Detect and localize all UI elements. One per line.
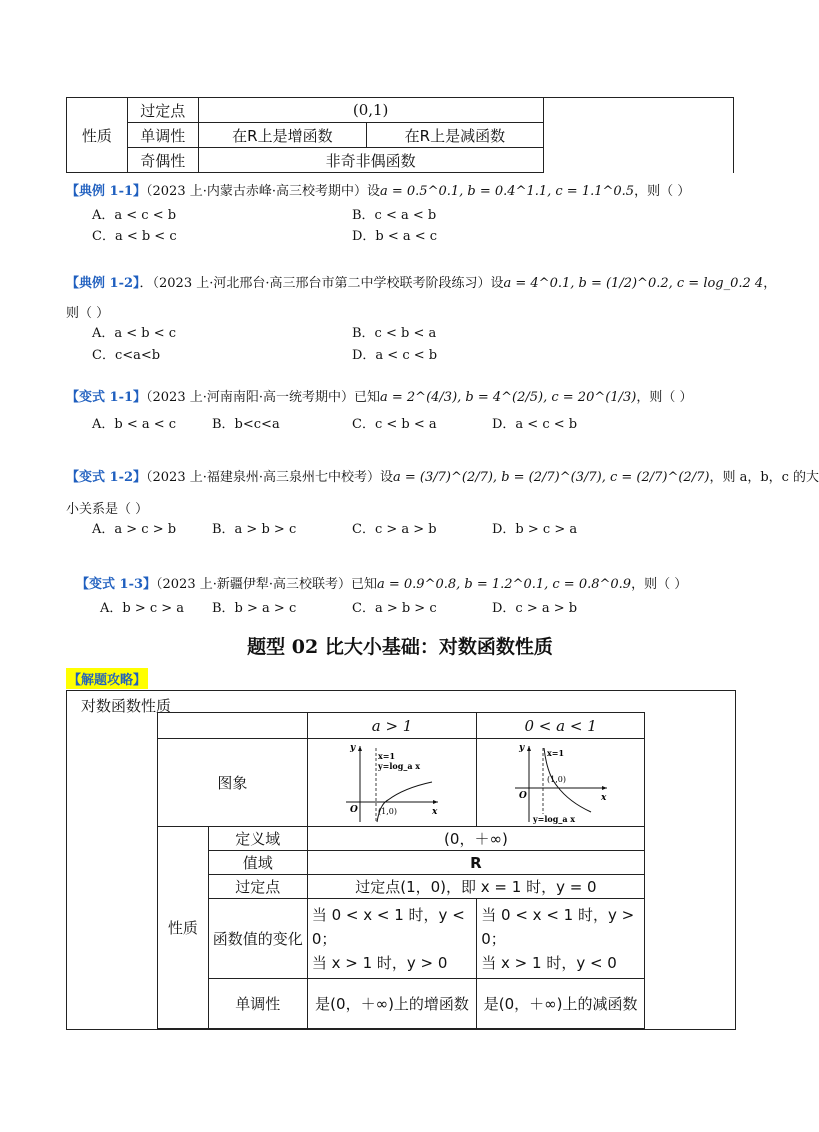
row-name-monotonic: 单调性 [127, 123, 198, 148]
row-name-monotonic: 单调性 [208, 979, 307, 1029]
fixed-point-value: (0,1) [198, 98, 543, 123]
option-a[interactable]: A．b > c > a [100, 601, 185, 616]
row-name-range: 值域 [208, 851, 307, 875]
origin-label: O [350, 804, 358, 815]
value-change-increasing [307, 899, 476, 979]
option-b[interactable]: B．c < b < a [352, 326, 437, 341]
option-d[interactable]: D．c > a > b [492, 601, 578, 616]
question-variant-1-2 [66, 466, 819, 485]
option-d[interactable]: D．a < c < b [492, 417, 578, 432]
value-change-line: 当 0 < x < 1 时，y > [481, 905, 635, 924]
option-b[interactable]: B．b > a > c [212, 601, 297, 616]
question-1-1 [66, 180, 690, 199]
row-name-domain: 定义域 [208, 827, 307, 851]
option-c[interactable]: C．a > b > c [352, 601, 437, 616]
domain-value: (0，＋∞) [307, 827, 644, 851]
range-value: R [307, 851, 644, 875]
graph-decreasing [477, 739, 645, 827]
question-expr: a = 0.5^0.1, b = 0.4^1.1, c = 1.1^0.5 [380, 184, 635, 199]
question-tag: 【变式 1-1】 [66, 390, 147, 405]
question-source: ．（2023 上·河北邢台·高三邢台市第二中学校联考阶段练习）设 [139, 276, 504, 291]
option-c[interactable]: C．a < b < c [92, 229, 177, 244]
value-change-line: 当 0 < x < 1 时，y < 0； [311, 905, 465, 948]
question-tag: 【典例 1-1】 [66, 184, 147, 199]
option-b[interactable]: B．b<c<a [212, 417, 280, 432]
exp-property-table [66, 97, 734, 173]
monotonic-decreasing: 在R上是减函数 [367, 123, 543, 148]
fixed-point-value: 过定点(1，0)，即 x = 1 时，y = 0 [307, 875, 644, 899]
row-name-fixed-point: 过定点 [127, 98, 198, 123]
option-c[interactable]: C．c > a > b [352, 522, 437, 537]
option-a[interactable]: A．b < a < c [92, 417, 177, 432]
value-change-line: 0； [481, 929, 506, 948]
row-name-value-change: 函数值的变化 [208, 899, 307, 979]
header-a-between-0-1: 0 < a < 1 [477, 713, 645, 739]
question-source: （2023 上·河南南阳·高一统考期中）已知 [146, 390, 380, 405]
log-graph-decreasing [511, 742, 611, 824]
option-a[interactable]: A．a < c < b [92, 208, 177, 223]
option-b[interactable]: B．a > b > c [212, 522, 297, 537]
question-tag: 【变式 1-3】 [76, 577, 157, 592]
question-line2: 小关系是（ ） [66, 502, 149, 517]
question-expr: a = 0.9^0.8, b = 1.2^0.1, c = 0.8^0.9 [377, 577, 632, 592]
question-line2: 则（ ） [66, 306, 110, 321]
box-title: 对数函数性质 [81, 697, 172, 715]
x-axis-label: x [600, 792, 606, 803]
question-expr: a = 4^0.1, b = (1/2)^0.2, c = log_0.2 4 [503, 276, 764, 291]
option-d[interactable]: D．b < a < c [352, 229, 438, 244]
question-source: （2023 上·福建泉州·高三泉州七中校考）设 [146, 470, 393, 485]
question-suffix: ， [763, 276, 777, 291]
option-c[interactable]: C．c<a<b [92, 348, 161, 363]
question-source: （2023 上·新疆伊犁·高三校联考）已知 [156, 577, 377, 592]
question-suffix: ，则（ ） [634, 184, 691, 199]
log-property-table [157, 712, 645, 1029]
value-change-line: 当 x > 1 时，y > 0 [311, 953, 448, 972]
image-label: 图象 [158, 739, 308, 827]
question-suffix: ，则 a，b，c 的大 [709, 470, 819, 485]
monotonic-increasing: 是(0，＋∞)上的增函数 [307, 979, 476, 1029]
question-expr: a = 2^(4/3), b = 4^(2/5), c = 20^(1/3) [380, 390, 637, 405]
question-variant-1-3 [76, 573, 687, 592]
value-change-decreasing [477, 899, 645, 979]
question-tag: 【变式 1-2】 [66, 470, 147, 485]
section-heading: 题型 02 比大小基础：对数函数性质 [247, 636, 553, 658]
question-1-2 [66, 272, 776, 291]
log-property-label: 性质 [158, 827, 209, 1029]
option-b[interactable]: B．c < a < b [352, 208, 437, 223]
curve-label: y=log_a x [378, 760, 421, 771]
question-tag: 【典例 1-2】 [66, 276, 140, 291]
value-change-line: 当 x > 1 时，y < 0 [481, 953, 617, 972]
line-label: x=1 [546, 747, 564, 758]
question-suffix: ，则（ ） [636, 390, 693, 405]
point-label: (1,0) [546, 774, 566, 784]
origin-label: O [518, 790, 527, 801]
option-d[interactable]: D．a < c < b [352, 348, 438, 363]
log-property-box [66, 690, 736, 1030]
line-label: x=1 [378, 750, 396, 761]
log-graph-increasing [342, 742, 442, 824]
option-a[interactable]: A．a < b < c [92, 326, 177, 341]
y-axis-label: y [350, 742, 356, 753]
question-variant-1-1 [66, 386, 692, 405]
x-axis-label: x [432, 806, 438, 817]
y-axis-label: y [518, 742, 524, 753]
question-expr: a = (3/7)^(2/7), b = (2/7)^(3/7), c = (2/7)^(2/7) [393, 470, 710, 485]
curve-label: y=log_a x [532, 813, 575, 824]
row-name-fixed-point: 过定点 [208, 875, 307, 899]
point-label: (1,0) [378, 806, 398, 816]
property-label: 性质 [67, 98, 128, 173]
question-suffix: ，则（ ） [631, 577, 688, 592]
row-name-parity: 奇偶性 [127, 148, 198, 173]
monotonic-increasing: 在R上是增函数 [198, 123, 366, 148]
parity-value: 非奇非偶函数 [198, 148, 543, 173]
option-a[interactable]: A．a > c > b [92, 522, 177, 537]
monotonic-decreasing: 是(0，＋∞)上的减函数 [477, 979, 645, 1029]
option-d[interactable]: D．b > c > a [492, 522, 578, 537]
question-source: （2023 上·内蒙古赤峰·高三校考期中）设 [146, 184, 380, 199]
option-c[interactable]: C．c < b < a [352, 417, 437, 432]
strategy-badge: 【解题攻略】 [66, 668, 148, 689]
graph-increasing [307, 739, 476, 827]
header-a-greater-1: a > 1 [307, 713, 476, 739]
